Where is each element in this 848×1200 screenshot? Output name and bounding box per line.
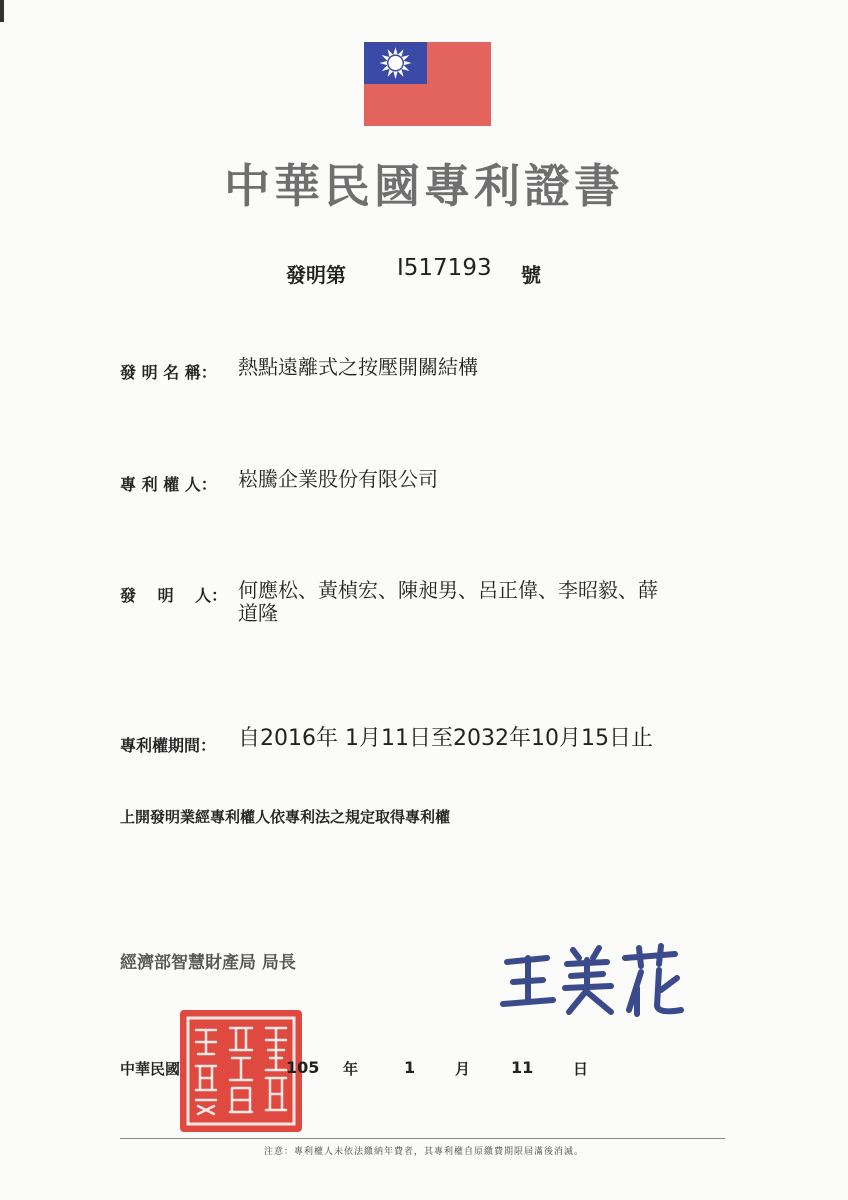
patent-number: I517193 (397, 255, 492, 281)
patentee-label: 專 利 權 人： (120, 475, 217, 494)
patent-term-value: 自2016年 1月11日至2032年10月15日止 (238, 726, 653, 751)
inventors-value-line2: 道隆 (238, 601, 278, 625)
roc-flag-icon (364, 42, 491, 126)
patent-number-line (0, 255, 848, 289)
date-era: 中華民國 (120, 1060, 181, 1078)
date-year: 105 (286, 1058, 320, 1077)
grant-statement: 上開發明業經專利權人依專利法之規定取得專利權 (120, 808, 451, 826)
date-month-unit: 月 (455, 1060, 471, 1078)
issue-date (0, 1058, 848, 1082)
date-year-unit: 年 (343, 1060, 359, 1078)
footer-note: 注意：專利權人未依法繳納年費者，其專利權自原繳費期限屆滿後消滅。 (263, 1147, 584, 1157)
inventors-value-line1: 何應松、黃楨宏、陳昶男、呂正偉、李昭毅、薛 (238, 578, 658, 602)
patent-number-prefix: 發明第 (286, 263, 346, 287)
date-month: 1 (404, 1058, 416, 1077)
inventors-label: 發 明 人： (120, 586, 228, 605)
director-signature (495, 940, 695, 1020)
date-day-unit: 日 (573, 1060, 589, 1078)
invention-name-value: 熱點遠離式之按壓開關結構 (238, 355, 478, 379)
invention-name-label: 發 明 名 稱： (120, 363, 217, 382)
date-day: 11 (511, 1058, 534, 1077)
patent-number-suffix: 號 (521, 263, 541, 287)
patentee-value: 崧騰企業股份有限公司 (238, 467, 438, 491)
certificate-title: 中華民國專利證書 (224, 159, 624, 213)
scan-edge-mark (0, 0, 4, 22)
footer-divider (120, 1138, 725, 1139)
issuer-title: 經濟部智慧財產局 局長 (120, 953, 296, 973)
patent-term-label: 專利權期間： (120, 736, 217, 755)
